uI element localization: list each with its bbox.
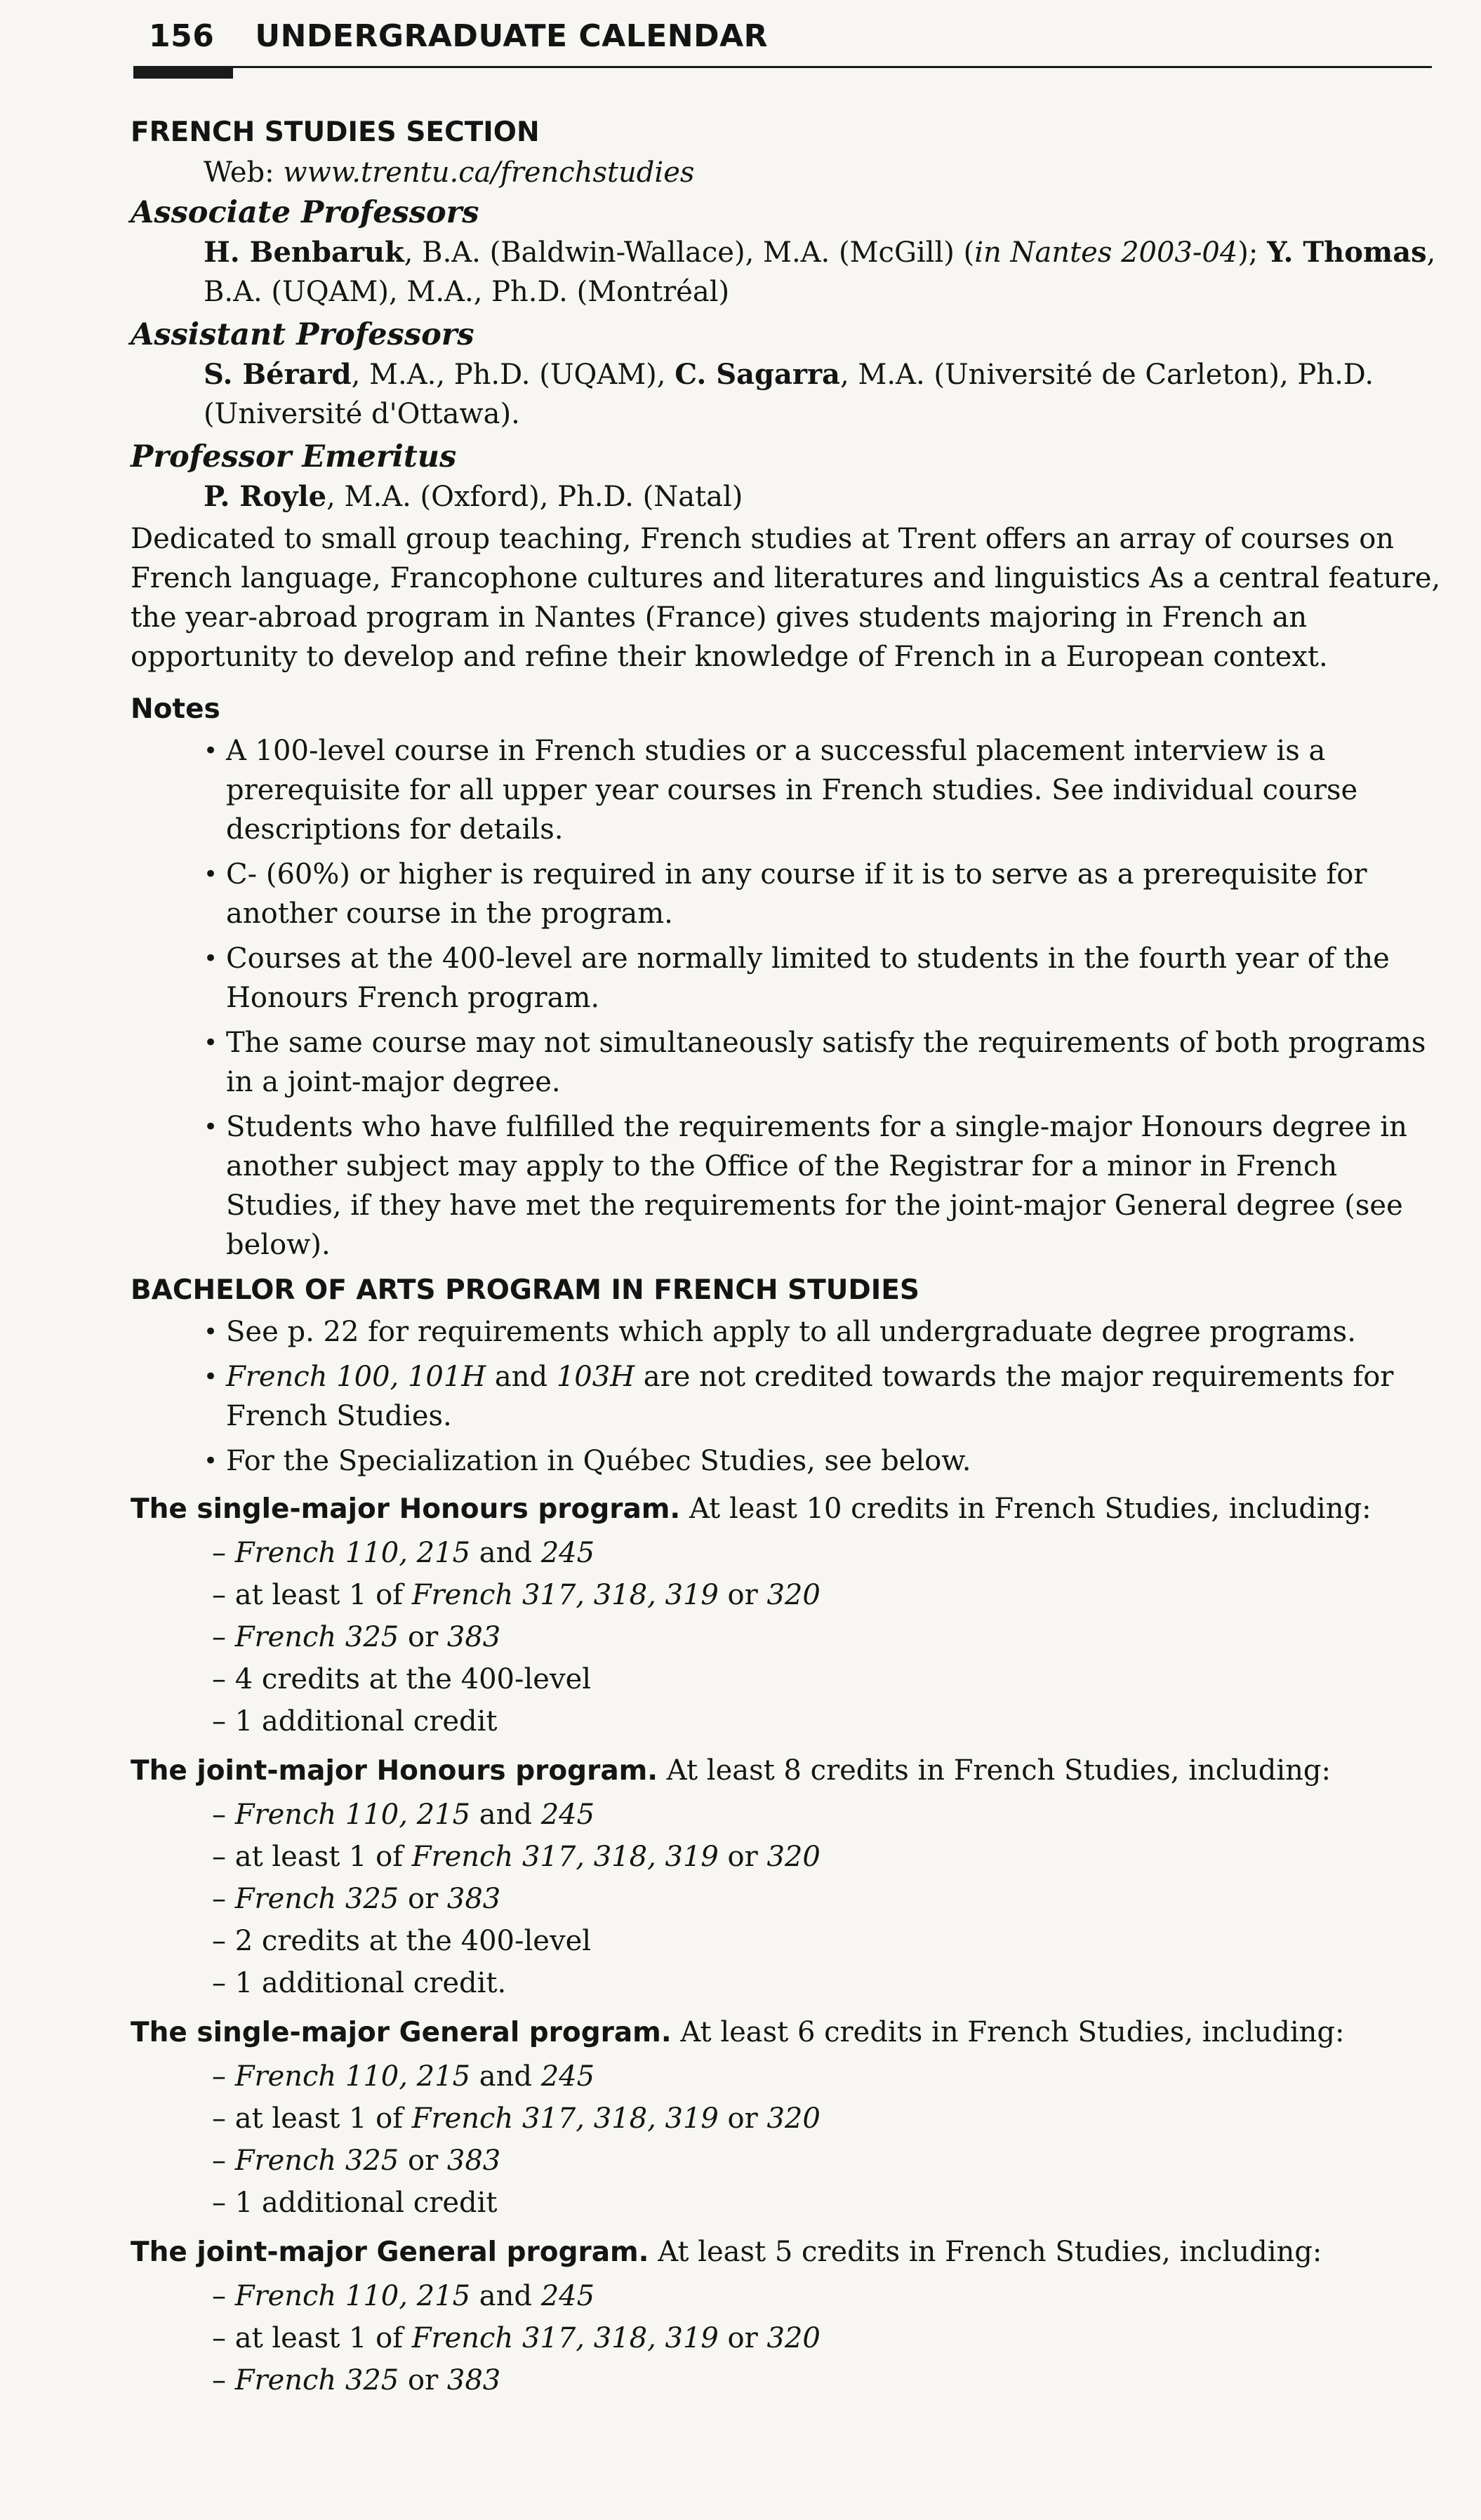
dash-icon: – [212, 2102, 226, 2135]
list-item [131, 1836, 1450, 1878]
web-line [131, 153, 1450, 192]
requirement-text: at least 1 of [234, 1579, 412, 1611]
course-ref: French 100, 101H [226, 1361, 486, 1393]
course-ref: French 110, 215 [234, 2060, 471, 2093]
header-title: UNDERGRADUATE CALENDAR [255, 18, 769, 54]
course-ref: French 325 [234, 2364, 399, 2396]
course-ref: French 110, 215 [234, 2280, 471, 2312]
connector: or [718, 1579, 767, 1611]
connector: and [470, 2060, 541, 2093]
list-item [131, 1616, 1450, 1658]
faculty-credentials: , B.A. (UQAM), M.A., Ph.D. (Montréal) [204, 236, 1436, 308]
note-text: Courses at the 400-level are normally limited to students in the fourth year of the Honours French program. [226, 942, 1390, 1014]
course-ref: French 325 [234, 2145, 399, 2177]
header-rule-accent [133, 67, 233, 79]
list-item [131, 1920, 1450, 1962]
dash-icon: – [212, 2060, 226, 2093]
list-item [131, 2140, 1450, 2182]
list-item [131, 1700, 1450, 1742]
list-item [131, 1658, 1450, 1700]
faculty-credentials: , M.A. (Université de Carleton), Ph.D. (Université d'Ottawa). [204, 359, 1374, 430]
dash-icon: – [212, 1663, 226, 1695]
list-item [131, 1312, 1450, 1352]
bullet-icon: • [204, 860, 218, 888]
connector: or [718, 2322, 767, 2354]
dash-icon: – [212, 2187, 226, 2219]
course-ref: 320 [766, 2102, 821, 2135]
ba-text: For the Specialization in Québec Studies, see below. [226, 1445, 971, 1477]
connector: and [470, 2280, 541, 2312]
rank-emeritus: Professor Emeritus [131, 439, 457, 474]
dash-icon: – [212, 1705, 226, 1738]
course-ref: French 110, 215 [234, 1537, 471, 1569]
faculty-note: in Nantes 2003-04 [974, 236, 1238, 269]
course-ref: 245 [540, 2280, 595, 2312]
course-ref: 103H [556, 1361, 635, 1393]
page-number: 156 [149, 18, 215, 54]
course-ref: French 317, 318, 319 [411, 1841, 719, 1873]
ba-list [131, 1312, 1450, 1481]
dash-icon: – [212, 2364, 226, 2396]
list-item [131, 1357, 1450, 1436]
note-text: Students who have fulfilled the requirements for a single-major Honours degree in another subject may apply to the Office of the Registrar for a minor in French Studies, if they have met the requirements for the joint-major General degree (see below). [226, 1111, 1407, 1261]
requirements-list [131, 1532, 1450, 1742]
faculty-name: Y. Thomas [1267, 236, 1427, 269]
bullet-icon: • [204, 1318, 218, 1346]
list-item [131, 939, 1450, 1018]
list-item [131, 1441, 1450, 1481]
dash-icon: – [212, 1883, 226, 1915]
course-ref: 383 [446, 1621, 501, 1653]
faculty-credentials: , M.A. (Oxford), Ph.D. (Natal) [326, 481, 743, 513]
ba-text: and [486, 1361, 557, 1393]
web-label: Web: [204, 156, 274, 189]
bullet-icon: • [204, 1113, 218, 1141]
bullet-icon: • [204, 1363, 218, 1391]
connector: or [399, 1621, 447, 1653]
course-ref: French 110, 215 [234, 1799, 471, 1831]
program-title: The single-major General program. [131, 2017, 672, 2048]
list-item [131, 1107, 1450, 1265]
list-item [131, 1962, 1450, 2004]
rank-assistant: Assistant Professors [131, 317, 474, 352]
list-item [131, 2359, 1450, 2401]
course-ref: 383 [446, 2145, 501, 2177]
program-joint-general [131, 2232, 1450, 2272]
requirement-text: 2 credits at the 400-level [234, 1925, 592, 1957]
course-ref: 383 [446, 2364, 501, 2396]
ba-text: See p. 22 for requirements which apply to all undergraduate degree programs. [226, 1316, 1356, 1348]
list-item [131, 2317, 1450, 2359]
header-rule [133, 66, 1432, 68]
note-text: C- (60%) or higher is required in any course if it is to serve as a prerequisite for another course in the program. [226, 858, 1367, 930]
connector: or [718, 1841, 767, 1873]
course-ref: French 317, 318, 319 [411, 2102, 719, 2135]
list-item [131, 2182, 1450, 2224]
list-item [131, 2275, 1450, 2317]
running-header [149, 17, 768, 56]
program-joint-honours [131, 1751, 1450, 1791]
course-ref: French 325 [234, 1883, 399, 1915]
dash-icon: – [212, 1925, 226, 1957]
bullet-icon: • [204, 1447, 218, 1475]
program-single-honours [131, 1489, 1450, 1529]
connector: and [470, 1799, 541, 1831]
course-ref: 245 [540, 1799, 595, 1831]
list-item [131, 2098, 1450, 2140]
faculty-emeritus [131, 477, 1450, 516]
faculty-associate [131, 233, 1450, 312]
dash-icon: – [212, 1799, 226, 1831]
list-item [131, 1878, 1450, 1920]
dash-icon: – [212, 1537, 226, 1569]
course-ref: French 317, 318, 319 [411, 2322, 719, 2354]
requirement-text: at least 1 of [234, 2322, 412, 2354]
list-item [131, 731, 1450, 849]
connector: and [470, 1537, 541, 1569]
program-desc: At least 10 credits in French Studies, including: [680, 1493, 1372, 1525]
faculty-credentials: , M.A., Ph.D. (UQAM), [351, 359, 666, 391]
course-ref: 245 [540, 2060, 595, 2093]
faculty-name: C. Sagarra [675, 358, 840, 391]
requirements-list [131, 2055, 1450, 2224]
course-ref: 320 [766, 1579, 821, 1611]
faculty-name: P. Royle [204, 480, 327, 513]
requirement-text: at least 1 of [234, 1841, 412, 1873]
page-content [131, 112, 1450, 2401]
list-item [131, 855, 1450, 933]
list-item [131, 1794, 1450, 1836]
bullet-icon: • [204, 1029, 218, 1057]
faculty-name: H. Benbaruk [204, 236, 404, 269]
rank-associate: Associate Professors [131, 195, 479, 230]
dash-icon: – [212, 2145, 226, 2177]
faculty-credentials: , B.A. (Baldwin-Wallace), M.A. (McGill) ( [404, 236, 975, 269]
program-title: The joint-major General program. [131, 2236, 649, 2268]
list-item [131, 1532, 1450, 1574]
dash-icon: – [212, 1967, 226, 1999]
connector: or [718, 2102, 767, 2135]
dash-icon: – [212, 1621, 226, 1653]
requirements-list [131, 1794, 1450, 2004]
web-url: www.trentu.ca/frenchstudies [283, 156, 695, 189]
dash-icon: – [212, 2280, 226, 2312]
program-single-general [131, 2013, 1450, 2053]
faculty-name: S. Bérard [204, 358, 352, 391]
program-title: The single-major Honours program. [131, 1493, 681, 1525]
program-title: The joint-major Honours program. [131, 1755, 658, 1787]
course-ref: 383 [446, 1883, 501, 1915]
connector: or [399, 1883, 447, 1915]
connector: or [399, 2145, 447, 2177]
course-ref: French 317, 318, 319 [411, 1579, 719, 1611]
section-title: FRENCH STUDIES SECTION [131, 116, 540, 148]
program-desc: At least 5 credits in French Studies, including: [649, 2236, 1322, 2268]
requirement-text: 1 additional credit [234, 1705, 498, 1738]
list-item [131, 1023, 1450, 1102]
bullet-icon: • [204, 945, 218, 973]
intro-paragraph: Dedicated to small group teaching, French studies at Trent offers an array of courses on French language, Francophone cultures and literatures and linguistics As a central feature, the year-abroad program in Nantes (France) gives students majoring in French an opportunity to develop and refine their knowledge of French in a European context. [131, 523, 1441, 673]
requirement-text: 1 additional credit [234, 2187, 498, 2219]
program-desc: At least 6 credits in French Studies, including: [671, 2016, 1345, 2048]
list-item [131, 2055, 1450, 2098]
ba-heading: BACHELOR OF ARTS PROGRAM IN FRENCH STUDIES [131, 1274, 920, 1306]
course-ref: 320 [766, 1841, 821, 1873]
faculty-assistant [131, 355, 1450, 434]
list-item [131, 1574, 1450, 1616]
requirement-text: at least 1 of [234, 2102, 412, 2135]
dash-icon: – [212, 1579, 226, 1611]
course-ref: 245 [540, 1537, 595, 1569]
dash-icon: – [212, 2322, 226, 2354]
bullet-icon: • [204, 737, 218, 765]
requirements-list [131, 2275, 1450, 2401]
notes-heading: Notes [131, 693, 220, 725]
requirement-text: 1 additional credit. [234, 1967, 507, 1999]
note-text: A 100-level course in French studies or a successful placement interview is a prerequisite for all upper year courses in French studies. See individual course descriptions for details. [226, 735, 1358, 846]
connector: or [399, 2364, 447, 2396]
note-text: The same course may not simultaneously satisfy the requirements of both programs in a joint-major degree. [226, 1027, 1426, 1098]
program-desc: At least 8 credits in French Studies, including: [658, 1754, 1331, 1787]
course-ref: French 325 [234, 1621, 399, 1653]
faculty-credentials: ); [1237, 236, 1258, 269]
ba-text: are not credited towards the major requirements for French Studies. [226, 1361, 1394, 1432]
requirement-text: 4 credits at the 400-level [234, 1663, 592, 1695]
dash-icon: – [212, 1841, 226, 1873]
notes-list [131, 731, 1450, 1265]
course-ref: 320 [766, 2322, 821, 2354]
